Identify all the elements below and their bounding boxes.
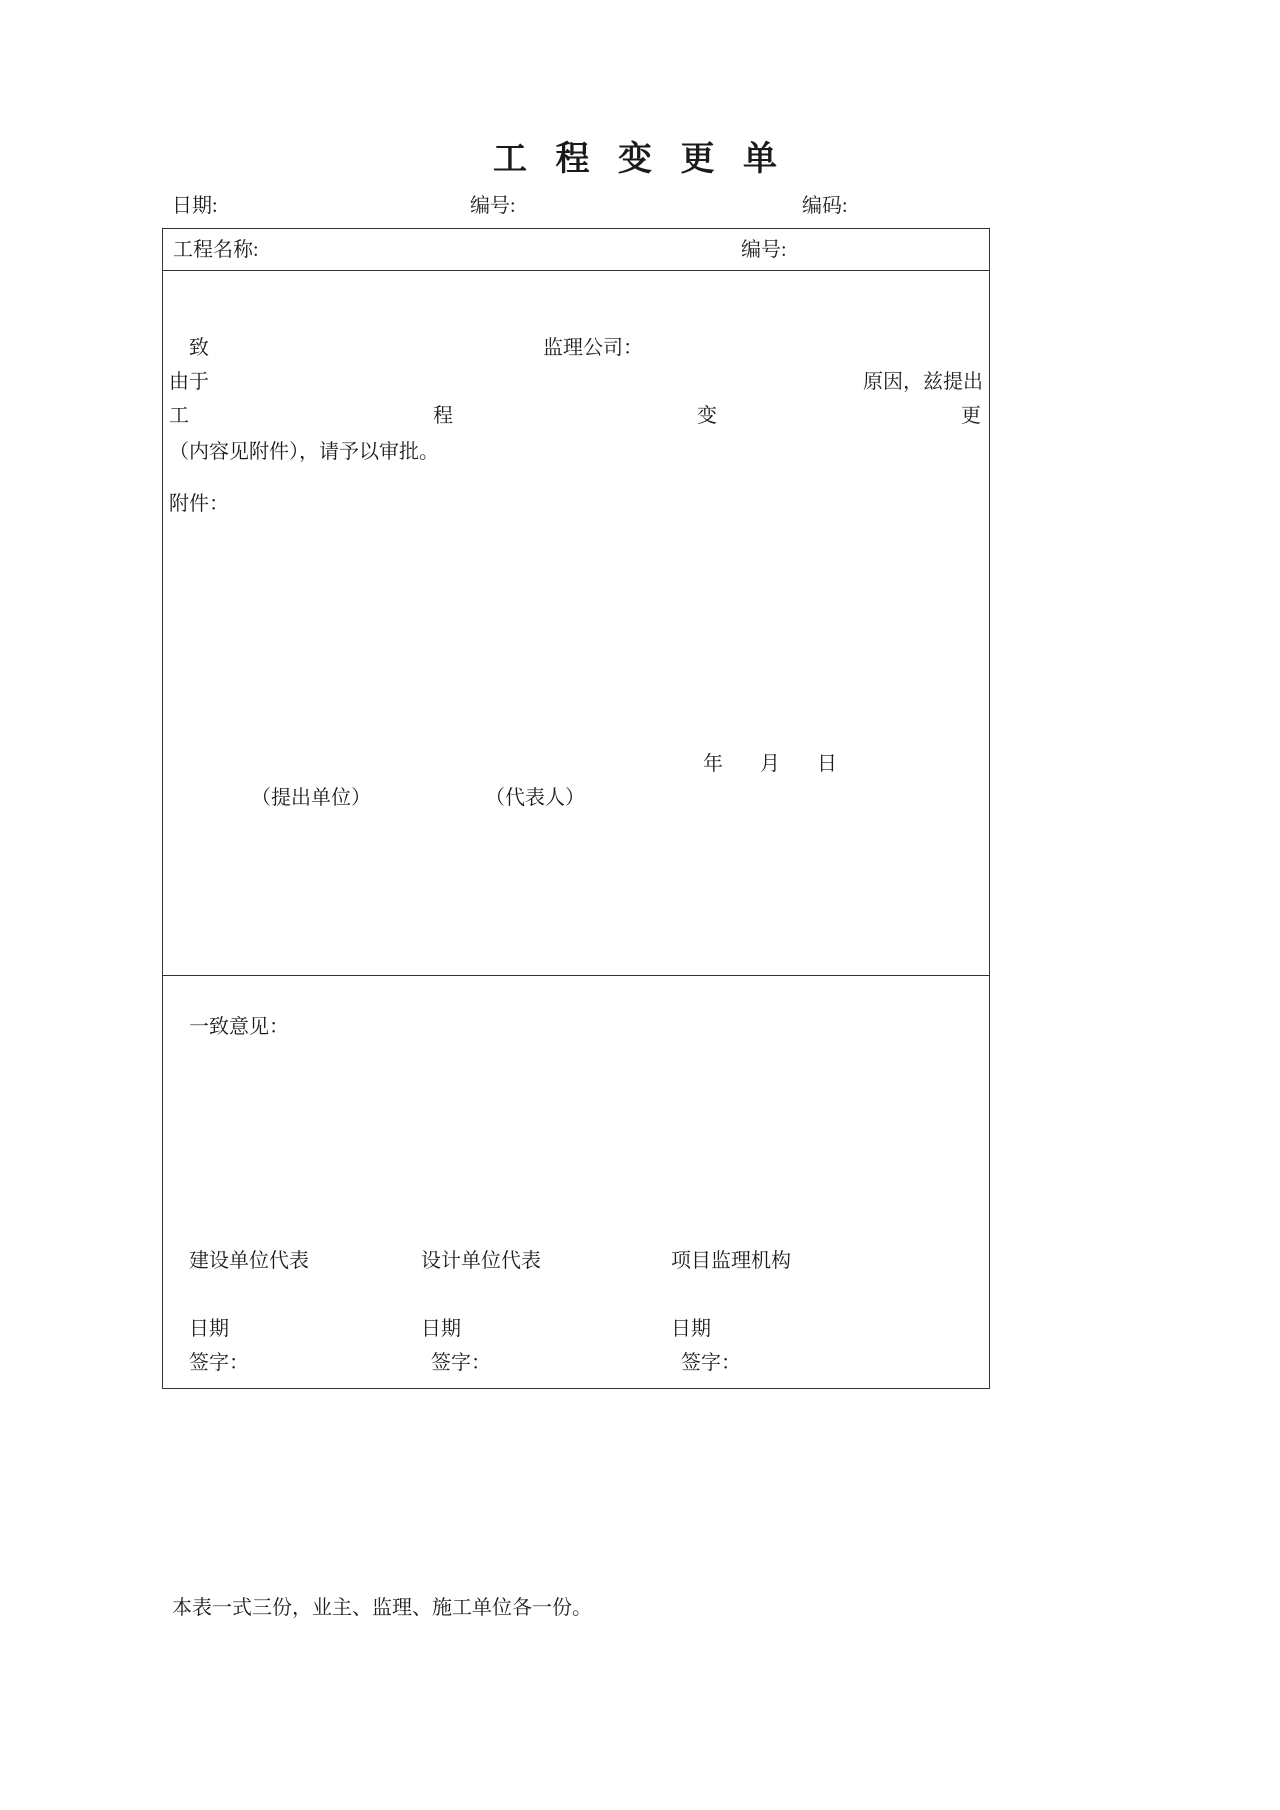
signature-party-name: 项目监理机构 (671, 1250, 791, 1272)
date-label: 日期: (172, 195, 218, 217)
change-line-word-4: 更 (961, 405, 981, 427)
code-label: 编码: (802, 195, 848, 217)
supervisor-company-label: 监理公司： (543, 337, 643, 359)
reason-tail-label: 原因，兹提出 (863, 371, 983, 393)
project-number-label: 编号: (741, 239, 787, 261)
year-month-day-label: 年 月 日 (703, 753, 838, 775)
to-label: 致 (189, 337, 209, 359)
form-table (162, 228, 990, 1389)
table-row-project-header (163, 229, 989, 271)
attachment-label: 附件： (169, 493, 229, 515)
signature-block-construction (189, 1176, 309, 1448)
signature-party-name: 设计单位代表 (421, 1250, 541, 1272)
signature-block-design (421, 1176, 541, 1448)
signature-line-label: 签字： (189, 1352, 249, 1374)
because-label: 由于 (169, 371, 209, 393)
approval-request-text: （内容见附件），请予以审批。 (169, 441, 439, 463)
signature-party-name: 建设单位代表 (189, 1250, 309, 1272)
signature-date-label-construction: 日期 (189, 1318, 229, 1340)
page-title: 工 程 变 更 单 (493, 141, 787, 178)
table-row-opinion (163, 976, 989, 1388)
top-field-row (172, 192, 992, 220)
signature-line-label: 签字： (681, 1352, 741, 1374)
signature-block-supervision (671, 1176, 791, 1448)
change-line-word-3: 变 (697, 405, 717, 427)
change-justified-line (169, 401, 981, 431)
signature-line-label: 签字： (431, 1352, 491, 1374)
table-row-request-body (163, 271, 989, 976)
change-line-word-1: 工 (169, 405, 189, 427)
project-name-label: 工程名称: (173, 239, 259, 261)
signature-date-label-supervision: 日期 (671, 1318, 711, 1340)
change-line-word-2: 程 (433, 405, 453, 427)
footer-note: 本表一式三份，业主、监理、施工单位各一份。 (172, 1597, 592, 1619)
consensus-opinion-label: 一致意见： (189, 1016, 289, 1038)
signature-date-label-design: 日期 (421, 1318, 461, 1340)
representative-label: （代表人） (485, 787, 585, 809)
proposing-unit-label: （提出单位） (251, 787, 371, 809)
number-label: 编号: (470, 195, 516, 217)
